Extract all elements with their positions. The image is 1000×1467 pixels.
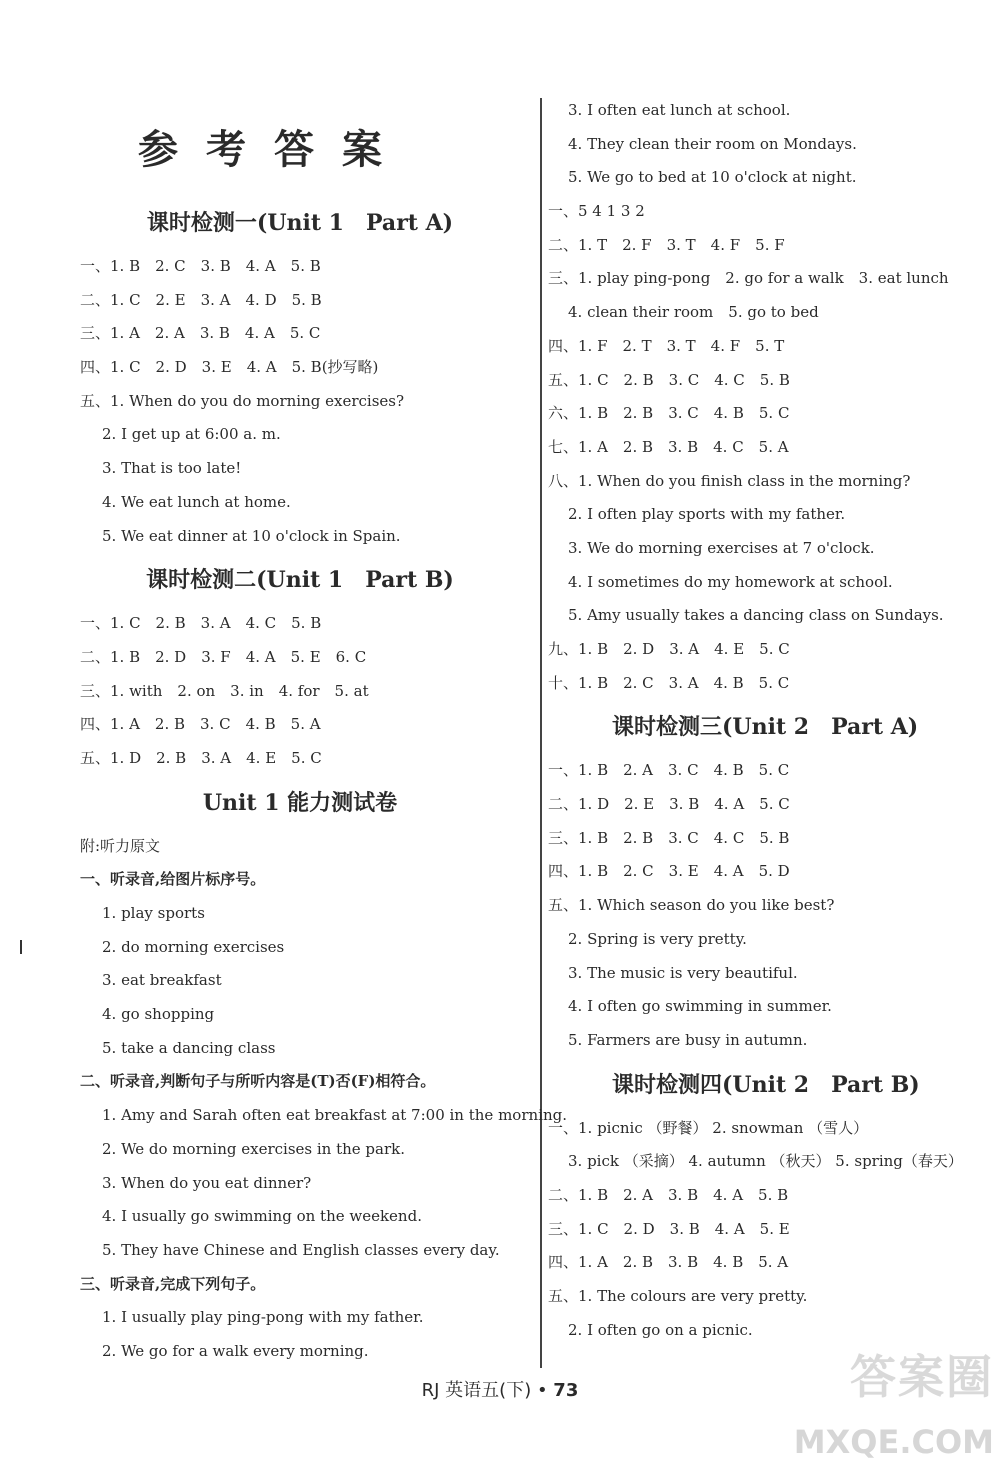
- answer-line: 2. do morning exercises: [102, 937, 285, 956]
- answer-line: 4. We eat lunch at home.: [102, 492, 291, 511]
- answer-line: 1. I usually play ping-pong with my father.: [102, 1308, 424, 1327]
- answer-line: 2. We go for a walk every morning.: [102, 1341, 369, 1360]
- answer-line: 八、1. When do you finish class in the morning?: [548, 471, 911, 490]
- answer-line: 4. They clean their room on Mondays.: [568, 134, 857, 153]
- answer-line: 4. clean their room 5. go to bed: [568, 303, 819, 322]
- answer-line: 3. We do morning exercises at 7 o'clock.: [568, 538, 875, 557]
- answer-line: 一、1. B 2. C 3. B 4. A 5. B: [80, 257, 321, 275]
- section-heading: 课时检测一(Unit 1 Part A): [146, 210, 454, 236]
- watermark-logo: 答案圈: [850, 1350, 994, 1404]
- section-heading: 课时检测二(Unit 1 Part B): [146, 567, 454, 594]
- answer-line: 五、1. The colours are very pretty.: [548, 1287, 808, 1305]
- answer-line: 七、1. A 2. B 3. B 4. C 5. A: [548, 437, 789, 456]
- answer-line: 二、1. B 2. D 3. F 4. A 5. E 6. C: [80, 647, 367, 666]
- answer-line: 五、1. D 2. B 3. A 4. E 5. C: [80, 748, 322, 767]
- answer-line: 四、1. A 2. B 3. C 4. B 5. A: [80, 715, 321, 734]
- answer-line: 二、1. T 2. F 3. T 4. F 5. F: [548, 235, 785, 254]
- answer-line: 3. The music is very beautiful.: [568, 963, 798, 982]
- section-heading: 课时检测四(Unit 2 Part B): [612, 1071, 920, 1098]
- answer-line: 2. Spring is very pretty.: [568, 929, 747, 948]
- answer-line: 5. take a dancing class: [102, 1038, 276, 1057]
- answer-line: 四、1. C 2. D 3. E 4. A 5. B(抄写略): [80, 358, 379, 377]
- answer-line: 二、1. C 2. E 3. A 4. D 5. B: [80, 290, 322, 309]
- question-heading: 一、听录音,给图片标序号。: [80, 870, 266, 889]
- column-divider: [540, 98, 542, 1368]
- watermark-url: MXQE.COM: [793, 1423, 994, 1461]
- answer-line: 5. We eat dinner at 10 o'clock in Spain.: [102, 526, 401, 545]
- page-number: 73: [553, 1380, 579, 1401]
- answer-line: 2. I often play sports with my father.: [568, 505, 846, 524]
- answer-line: 十、1. B 2. C 3. A 4. B 5. C: [548, 673, 790, 692]
- answer-line: 附:听力原文: [80, 836, 161, 855]
- answer-line: 5. Farmers are busy in autumn.: [568, 1030, 808, 1049]
- answer-line: 3. pick （采摘） 4. autumn （秋天） 5. spring（春天）: [568, 1152, 963, 1171]
- answer-line: 1. Amy and Sarah often eat breakfast at 7:00 in the morning.: [102, 1106, 567, 1125]
- answer-line: 2. I get up at 6:00 a. m.: [102, 425, 281, 444]
- answer-line: 4. I sometimes do my homework at school.: [568, 572, 893, 591]
- answer-line: 4. I usually go swimming on the weekend.: [102, 1207, 422, 1226]
- answer-line: 四、1. A 2. B 3. B 4. B 5. A: [548, 1253, 789, 1272]
- answer-line: 5. They have Chinese and English classes every day.: [102, 1240, 500, 1259]
- answer-line: 3. That is too late!: [102, 459, 242, 478]
- answer-line: 一、1. C 2. B 3. A 4. C 5. B: [80, 614, 322, 633]
- answer-line: 1. play sports: [102, 904, 205, 922]
- answer-line: 3. I often eat lunch at school.: [568, 101, 791, 119]
- answer-line: 四、1. F 2. T 3. T 4. F 5. T: [548, 336, 785, 355]
- answer-line: 三、1. play ping-pong 2. go for a walk 3. eat lunch: [548, 269, 949, 288]
- question-heading: 三、听录音,完成下列句子。: [80, 1274, 266, 1293]
- answer-line: 三、1. C 2. D 3. B 4. A 5. E: [548, 1219, 790, 1238]
- answer-line: 4. I often go swimming in summer.: [568, 997, 832, 1016]
- footer-label: RJ 英语五(下) •: [421, 1380, 548, 1401]
- answer-line: 五、1. C 2. B 3. C 4. C 5. B: [548, 370, 790, 389]
- answer-line: 二、1. D 2. E 3. B 4. A 5. C: [548, 795, 790, 814]
- answer-line: 三、1. B 2. B 3. C 4. C 5. B: [548, 828, 790, 847]
- answer-line: 2. We do morning exercises in the park.: [102, 1139, 405, 1158]
- answer-line: 5. Amy usually takes a dancing class on Sundays.: [568, 606, 944, 625]
- answer-line: 一、5 4 1 3 2: [548, 202, 645, 221]
- answer-line: 五、1. When do you do morning exercises?: [80, 391, 405, 410]
- right-column: [548, 94, 988, 1347]
- answer-line: 3. eat breakfast: [102, 971, 222, 990]
- answer-line: 4. go shopping: [102, 1005, 215, 1024]
- answer-line: 5. We go to bed at 10 o'clock at night.: [568, 168, 857, 187]
- answer-line: 九、1. B 2. D 3. A 4. E 5. C: [548, 640, 790, 658]
- section-heading: 课时检测三(Unit 2 Part A): [612, 714, 919, 741]
- answer-line: 三、1. A 2. A 3. B 4. A 5. C: [80, 324, 321, 343]
- answer-line: 四、1. B 2. C 3. E 4. A 5. D: [548, 862, 790, 881]
- answer-line: 3. When do you eat dinner?: [102, 1173, 312, 1192]
- watermark: [734, 1341, 994, 1461]
- answer-line: 六、1. B 2. B 3. C 4. B 5. C: [548, 404, 790, 423]
- answer-line: 一、1. picnic （野餐） 2. snowman （雪人）: [548, 1118, 869, 1137]
- answer-line: 五、1. Which season do you like best?: [548, 896, 835, 915]
- left-column: [80, 196, 567, 1369]
- answer-line: 一、1. B 2. A 3. C 4. B 5. C: [548, 761, 790, 780]
- answer-line: 三、1. with 2. on 3. in 4. for 5. at: [80, 681, 369, 700]
- page-title: 参考答案: [138, 126, 410, 173]
- question-heading: 二、听录音,判断句子与所听内容是(T)否(F)相符合。: [80, 1072, 436, 1091]
- margin-mark: [20, 940, 22, 954]
- answer-line: 2. I often go on a picnic.: [568, 1320, 753, 1339]
- section-heading: Unit 1 能力测试卷: [202, 789, 398, 816]
- answer-line: 二、1. B 2. A 3. B 4. A 5. B: [548, 1185, 789, 1204]
